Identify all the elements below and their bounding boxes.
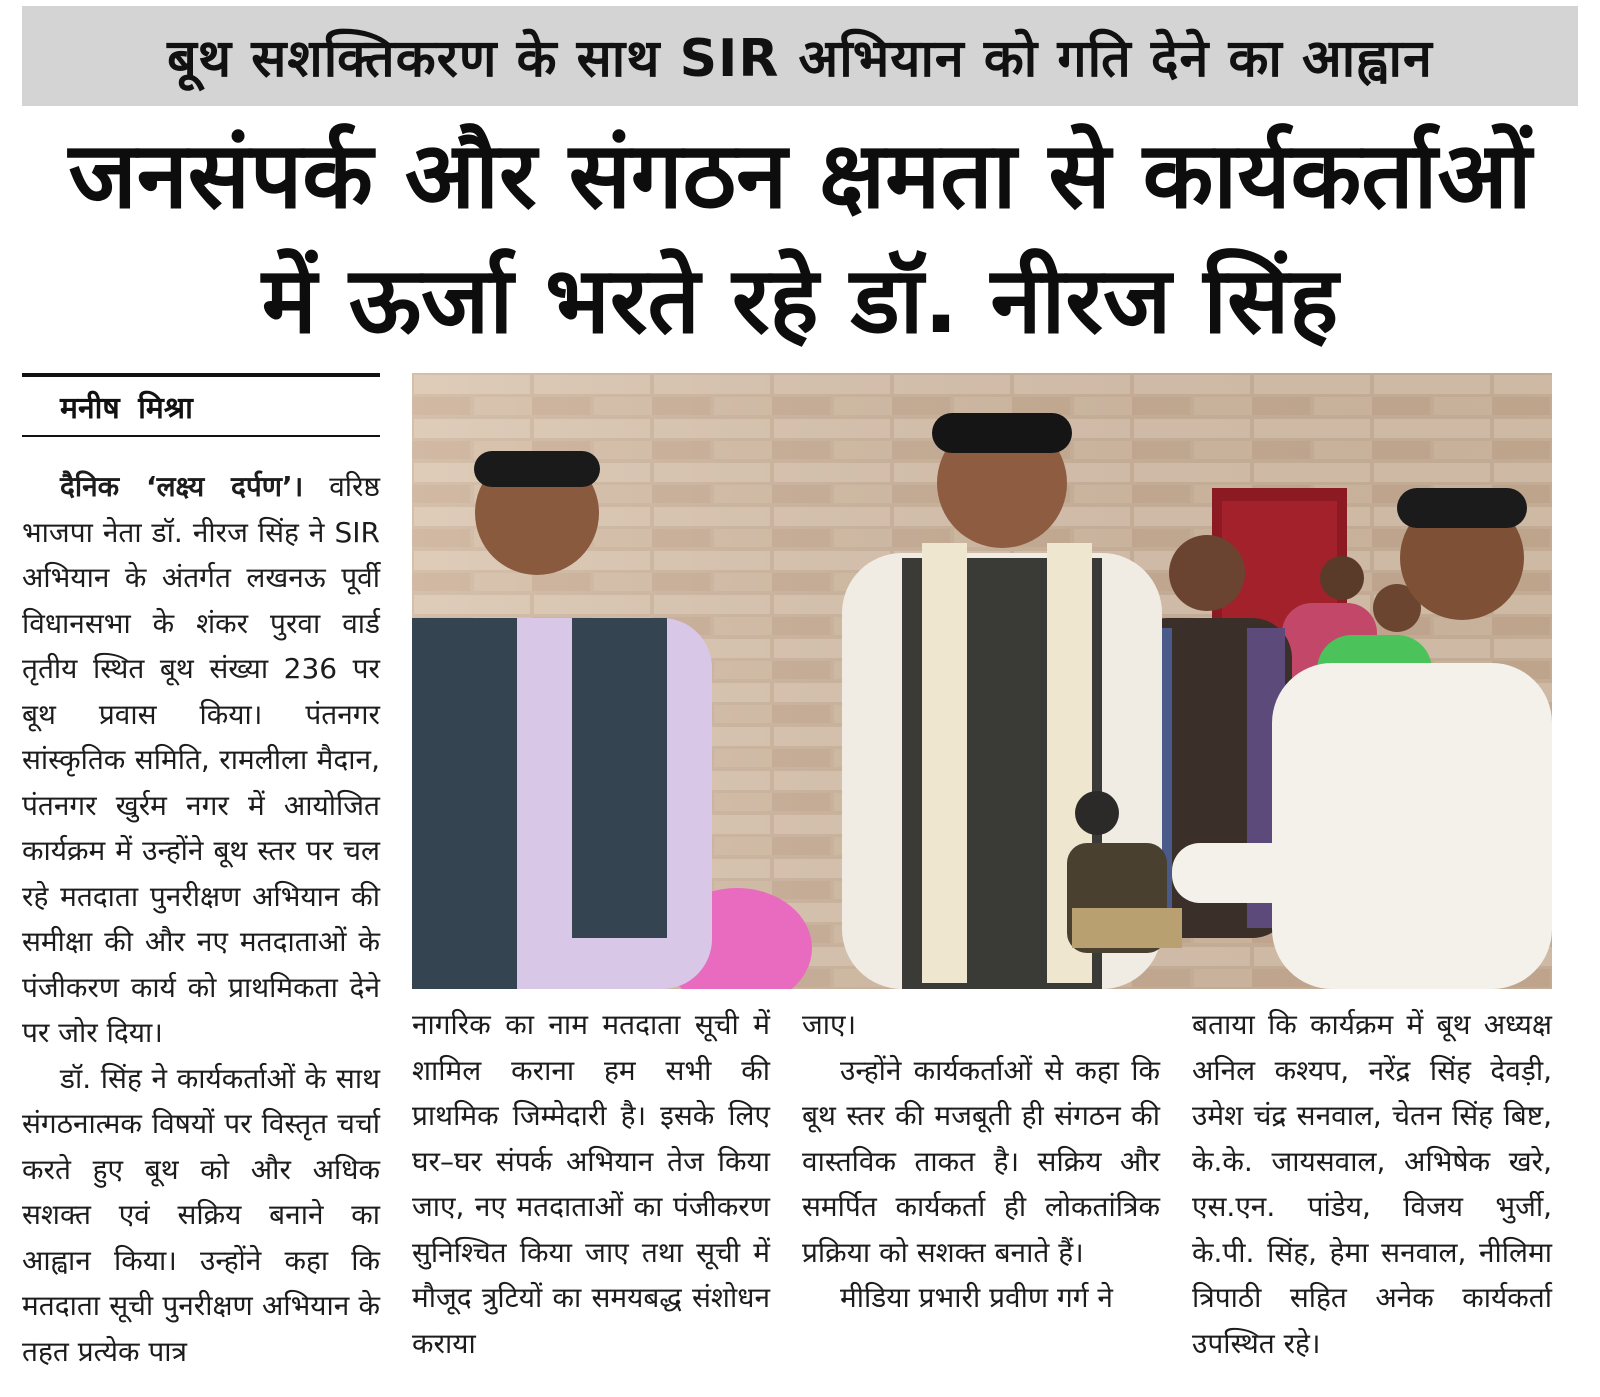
photo-illustration — [412, 373, 1552, 989]
dateline: दैनिक ‘लक्ष्य दर्पण’। — [60, 470, 304, 503]
paragraph-text: वरिष्ठ भाजपा नेता डॉ. नीरज सिंह ने SIR अभियान के अंतर्गत लखनऊ पूर्वी विधानसभा के शंकर पुरवा वार्ड तृतीय स्थित बूथ संख्या 236 पर बूथ प्रवास किया। पंतनगर सांस्कृतिक समिति, रामलीला मैदान, पंतनगर खुर्रम नगर में आयोजित कार्यक्रम में उन्होंने बूथ स्तर पर चल रहे मतदाता पुनरीक्षण अभियान की समीक्षा की और नए मतदाताओं के पंजीकरण कार्य को प्राथमिकता देने पर जोर दिया। — [22, 470, 381, 1049]
article-paragraph: मीडिया प्रभारी प्रवीण गर्ग ने — [840, 1281, 1113, 1314]
headline-line-2: में ऊर्जा भरते रहे डॉ. नीरज सिंह — [261, 247, 1339, 354]
kicker-text: बूथ सशक्तिकरण के साथ SIR अभियान को गति देने का आह्वान — [167, 28, 1433, 89]
article-column-2 — [412, 1002, 770, 1366]
article-column-1 — [22, 464, 380, 1374]
article-paragraph: उन्होंने कार्यकर्ताओं से कहा कि बूथ स्तर की मजबूती ही संगठन की वास्तविक ताकत है। सक्रिय और समर्पित कार्यकर्ता ही लोकतांत्रिक प्रक्रिया को सशक्त बनाते हैं। — [802, 1053, 1160, 1269]
byline-rule-bottom — [22, 435, 380, 437]
news-photo — [412, 373, 1552, 989]
article-paragraph: नागरिक का नाम मतदाता सूची में शामिल कराना हम सभी की प्राथमिक जिम्मेदारी है। इसके लिए घर–घर संपर्क अभियान तेज किया जाए, नए मतदाताओं का पंजीकरण सुनिश्चित किया जाए तथा सूची में मौजूद त्रुटियों का समयबद्ध संशोधन कराया — [412, 1008, 770, 1360]
article-paragraph: जाए। — [802, 1008, 857, 1041]
article-paragraph — [22, 464, 380, 1056]
byline-rule-top — [22, 373, 380, 377]
article-column-4 — [1192, 1002, 1552, 1366]
kicker-banner — [22, 6, 1578, 106]
article-paragraph: डॉ. सिंह ने कार्यकर्ताओं के साथ संगठनात्मक विषयों पर विस्तृत चर्चा करते हुए बूथ को और अधिक सशक्त एवं सक्रिय बनाने का आह्वान किया। उन्होंने कहा कि मतदाता सूची पुनरीक्षण अभियान के तहत प्रत्येक पात्र — [22, 1061, 380, 1368]
article-column-3 — [802, 1002, 1160, 1321]
article-paragraph: बताया कि कार्यक्रम में बूथ अध्यक्ष अनिल कश्यप, नरेंद्र सिंह देवड़ी, उमेश चंद्र सनवाल, चेतन सिंह बिष्ट, के.के. जायसवाल, अभिषेक खरे, एस.एन. पांडेय, विजय भुर्जी, के.पी. सिंह, हेमा सनवाल, नीलिमा त्रिपाठी सहित अनेक कार्यकर्ता उपस्थित रहे। — [1192, 1008, 1552, 1360]
headline-line-1: जनसंपर्क और संगठन क्षमता से कार्यकर्ताओं — [68, 122, 1532, 229]
byline: मनीष मिश्रा — [60, 391, 193, 426]
